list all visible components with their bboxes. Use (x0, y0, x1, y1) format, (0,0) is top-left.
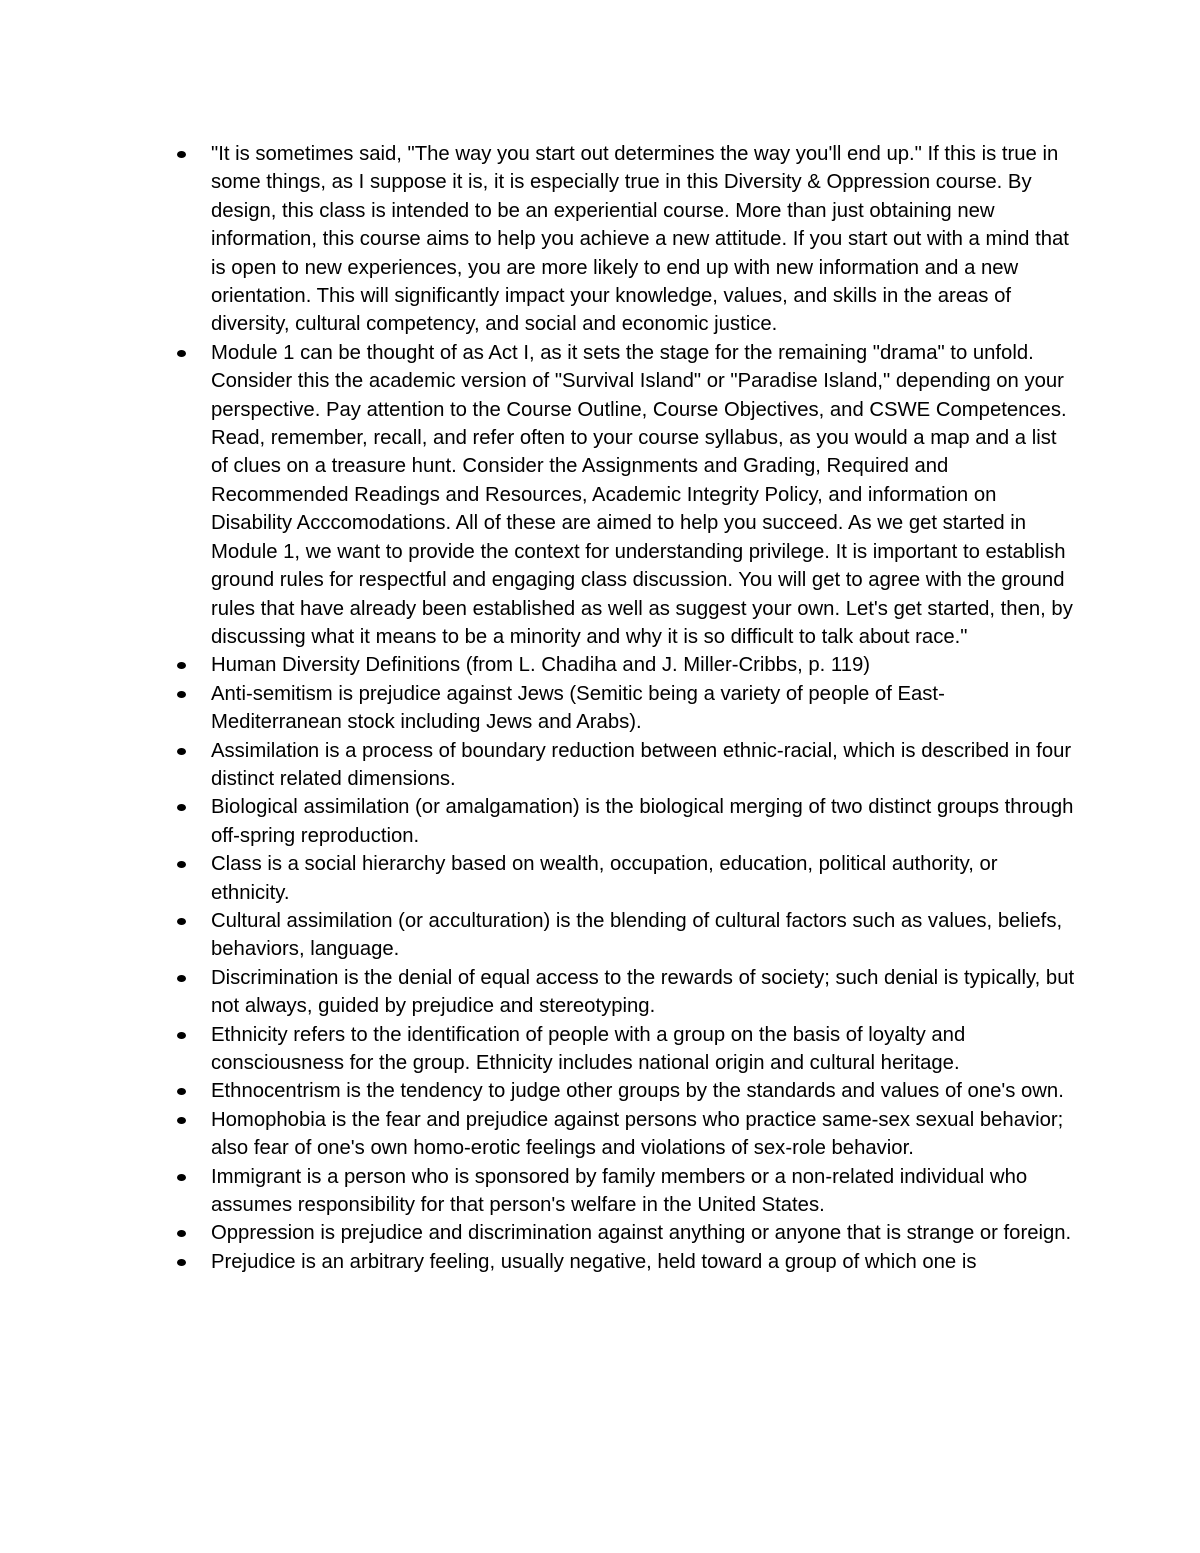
list-item-text: Human Diversity Definitions (from L. Chadiha and J. Miller-Cribbs, p. 119) (211, 654, 871, 677)
list-item (175, 1077, 1075, 1105)
bullet-icon (177, 975, 186, 982)
list-item (175, 793, 1075, 850)
list-item-text: Homophobia is the fear and prejudice against persons who practice same-sex sexual behavior; also fear of one's own homo-erotic feelings and violations of sex-role behavior. (211, 1108, 1064, 1160)
list-item-text: Prejudice is an arbitrary feeling, usually negative, held toward a group of which one is (211, 1250, 977, 1273)
list-item-text: Ethnocentrism is the tendency to judge other groups by the standards and values of one's own. (211, 1080, 1064, 1103)
bullet-icon (177, 861, 186, 868)
bullet-icon (177, 1174, 186, 1181)
list-item (175, 1248, 1075, 1276)
list-item (175, 1219, 1075, 1247)
list-item-text: Module 1 can be thought of as Act I, as it sets the stage for the remaining "drama" to unfold. Consider this the academic version of "Survival Island" or "Paradise Island," depending on your perspective. Pay attention to the Course Outline, Course Objectives, and CSWE Competences. Read, remember, recall, and refer often to your course syllabus, as you would a map and a list of clues on a treasure hunt. Consider the Assignments and Grading, Required and Recommended Readings and Resources, Academic Integrity Policy, and information on Disability Acccomodations. All of these are aimed to help you succeed. As we get started in Module 1, we want to provide the context for understanding privilege. It is important to establish ground rules for respectful and engaging class discussion. You will get to agree with the ground rules that have already been established as well as suggest your own. Let's get started, then, by discussing what it means to be a minority and why it is so difficult to talk about race." (211, 341, 1073, 648)
list-item (175, 680, 1075, 737)
bullet-icon (177, 918, 186, 925)
list-item (175, 339, 1075, 651)
list-item (175, 1106, 1075, 1163)
list-item (175, 850, 1075, 907)
list-item-text: Oppression is prejudice and discrimination against anything or anyone that is strange or foreign. (211, 1222, 1072, 1245)
bullet-icon (177, 350, 186, 357)
definitions-list (175, 140, 1075, 1276)
bullet-icon (177, 691, 186, 698)
list-item (175, 1163, 1075, 1220)
list-item-text: Immigrant is a person who is sponsored by family members or a non-related individual who assumes responsibility for that person's welfare in the United States. (211, 1165, 1028, 1217)
list-item (175, 964, 1075, 1021)
list-item-text: Ethnicity refers to the identification of people with a group on the basis of loyalty and consciousness for the group. Ethnicity includes national origin and cultural heritage. (211, 1023, 966, 1074)
bullet-icon (177, 151, 186, 158)
list-item-text: Discrimination is the denial of equal access to the rewards of society; such denial is typically, but not always, guided by prejudice and stereotyping. (211, 966, 1075, 1018)
bullet-icon (177, 1230, 186, 1237)
list-item (175, 140, 1075, 339)
list-item (175, 907, 1075, 964)
bullet-icon (177, 748, 186, 755)
bullet-icon (177, 1088, 186, 1095)
bullet-icon (177, 662, 186, 669)
list-item-text: Anti-semitism is prejudice against Jews (Semitic being a variety of people of East-Mediterranean stock including Jews and Arabs). (211, 682, 945, 734)
list-item (175, 651, 1075, 679)
bullet-icon (177, 1032, 186, 1039)
bullet-icon (177, 1117, 186, 1124)
list-item-text: Assimilation is a process of boundary reduction between ethnic-racial, which is described in four distinct related dimensions. (211, 739, 1072, 790)
list-item (175, 1021, 1075, 1078)
list-item (175, 737, 1075, 794)
list-item-text: "It is sometimes said, "The way you start out determines the way you'll end up." If this is true in some things, as I suppose it is, it is especially true in this Diversity & Oppression course. By design, this class is intended to be an experiential course. More than just obtaining new information, this course aims to help you achieve a new attitude. If you start out with a mind that is open to new experiences, you are more likely to end up with new information and a new orientation. This will significantly impact your knowledge, values, and skills in the areas of diversity, cultural competency, and social and economic justice. (211, 143, 1069, 336)
list-item-text: Biological assimilation (or amalgamation) is the biological merging of two distinct groups through off-spring reproduction. (211, 796, 1074, 847)
list-item-text: Class is a social hierarchy based on wealth, occupation, education, political authority, or ethnicity. (211, 853, 998, 904)
list-item-text: Cultural assimilation (or acculturation) is the blending of cultural factors such as values, beliefs, behaviors, language. (211, 909, 1063, 961)
bullet-icon (177, 804, 186, 811)
bullet-icon (177, 1259, 186, 1266)
